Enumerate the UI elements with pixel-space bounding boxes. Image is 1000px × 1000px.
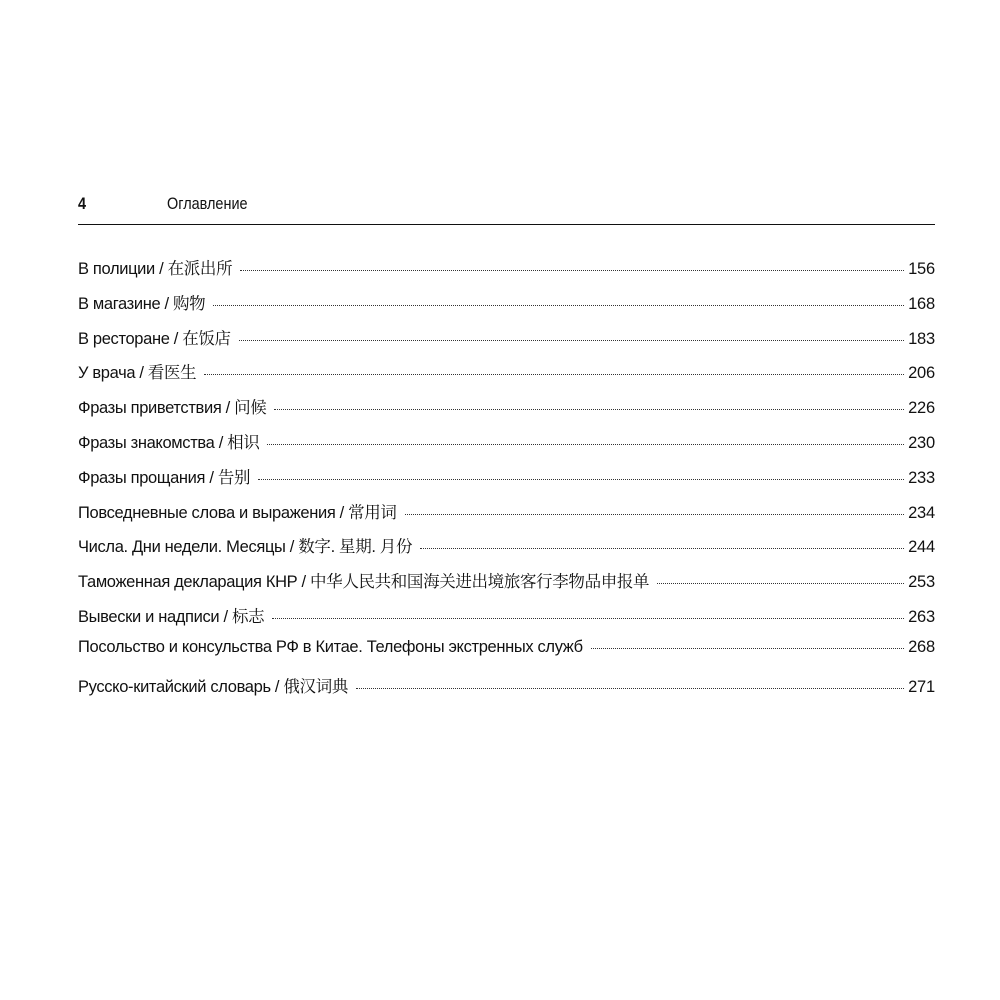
dot-leader — [213, 305, 904, 306]
toc-entry[interactable] — [78, 464, 935, 499]
toc-entry-title: Вывески и надписи / 标志 — [78, 607, 265, 626]
toc-entry-page: 226 — [908, 399, 935, 418]
dot-leader — [405, 514, 904, 515]
toc-entry[interactable] — [78, 290, 935, 325]
toc-entry-page: 263 — [908, 607, 935, 626]
toc-entry[interactable] — [78, 638, 935, 673]
toc-entry-page: 230 — [908, 433, 935, 452]
page-number: 4 — [78, 194, 87, 213]
toc-entry[interactable] — [78, 394, 935, 429]
toc-entry-page: 253 — [908, 573, 935, 592]
toc-entry-title: Фразы знакомства / 相识 — [78, 433, 260, 452]
toc-entry-title: У врача / 看医生 — [78, 364, 197, 383]
dot-leader — [258, 479, 904, 480]
page-header — [78, 190, 935, 225]
toc-entry-page: 156 — [908, 260, 935, 278]
toc-entry[interactable] — [78, 568, 935, 603]
toc-entry-title: Фразы прощания / 告别 — [78, 468, 251, 487]
dot-leader — [591, 648, 904, 649]
toc-entry-page: 168 — [908, 294, 935, 313]
dot-leader — [239, 340, 904, 341]
toc-entry-page: 271 — [908, 677, 935, 696]
toc-entry[interactable] — [78, 325, 935, 360]
dot-leader — [204, 374, 904, 375]
dot-leader — [240, 270, 904, 271]
toc-entry-title: В магазине / 购物 — [78, 294, 206, 313]
toc-entry-page: 244 — [908, 538, 935, 557]
dot-leader — [274, 409, 904, 410]
dot-leader — [267, 444, 904, 445]
toc-entry-title: Повседневные слова и выражения / 常用词 — [78, 503, 397, 522]
toc-entry[interactable] — [78, 533, 935, 568]
toc-entry-title: Фразы приветствия / 问候 — [78, 399, 267, 418]
toc-entry[interactable] — [78, 359, 935, 394]
toc-entry-page: 183 — [908, 329, 935, 348]
toc-entry[interactable] — [78, 429, 935, 464]
toc-entry-page: 234 — [908, 503, 935, 522]
toc-entry-title: В полиции / 在派出所 — [78, 260, 233, 278]
dot-leader — [272, 618, 904, 619]
toc-entry-page: 233 — [908, 468, 935, 487]
toc-entry[interactable] — [78, 499, 935, 534]
toc-entry-page: 206 — [908, 364, 935, 383]
dot-leader — [657, 583, 904, 584]
toc-entry-title: В ресторане / 在饭店 — [78, 329, 231, 348]
toc-entry[interactable] — [78, 673, 935, 708]
toc-entry-title: Таможенная декларация КНР / 中华人民共和国海关进出境旅客行李物品申报单 — [78, 573, 650, 592]
toc-entry-title: Русско-китайский словарь / 俄汉词典 — [78, 677, 349, 696]
toc-entry-title: Числа. Дни недели. Месяцы / 数字. 星期. 月份 — [78, 538, 413, 557]
toc-entry[interactable] — [78, 603, 935, 638]
dot-leader — [356, 688, 904, 689]
dot-leader — [420, 548, 904, 549]
page-title: Оглавление — [167, 194, 248, 213]
toc-entry[interactable] — [78, 255, 935, 290]
toc-entry-page: 268 — [908, 637, 935, 656]
table-of-contents — [78, 255, 935, 707]
toc-entry-title: Посольство и консульства РФ в Китае. Телефоны экстренных служб — [78, 637, 583, 656]
